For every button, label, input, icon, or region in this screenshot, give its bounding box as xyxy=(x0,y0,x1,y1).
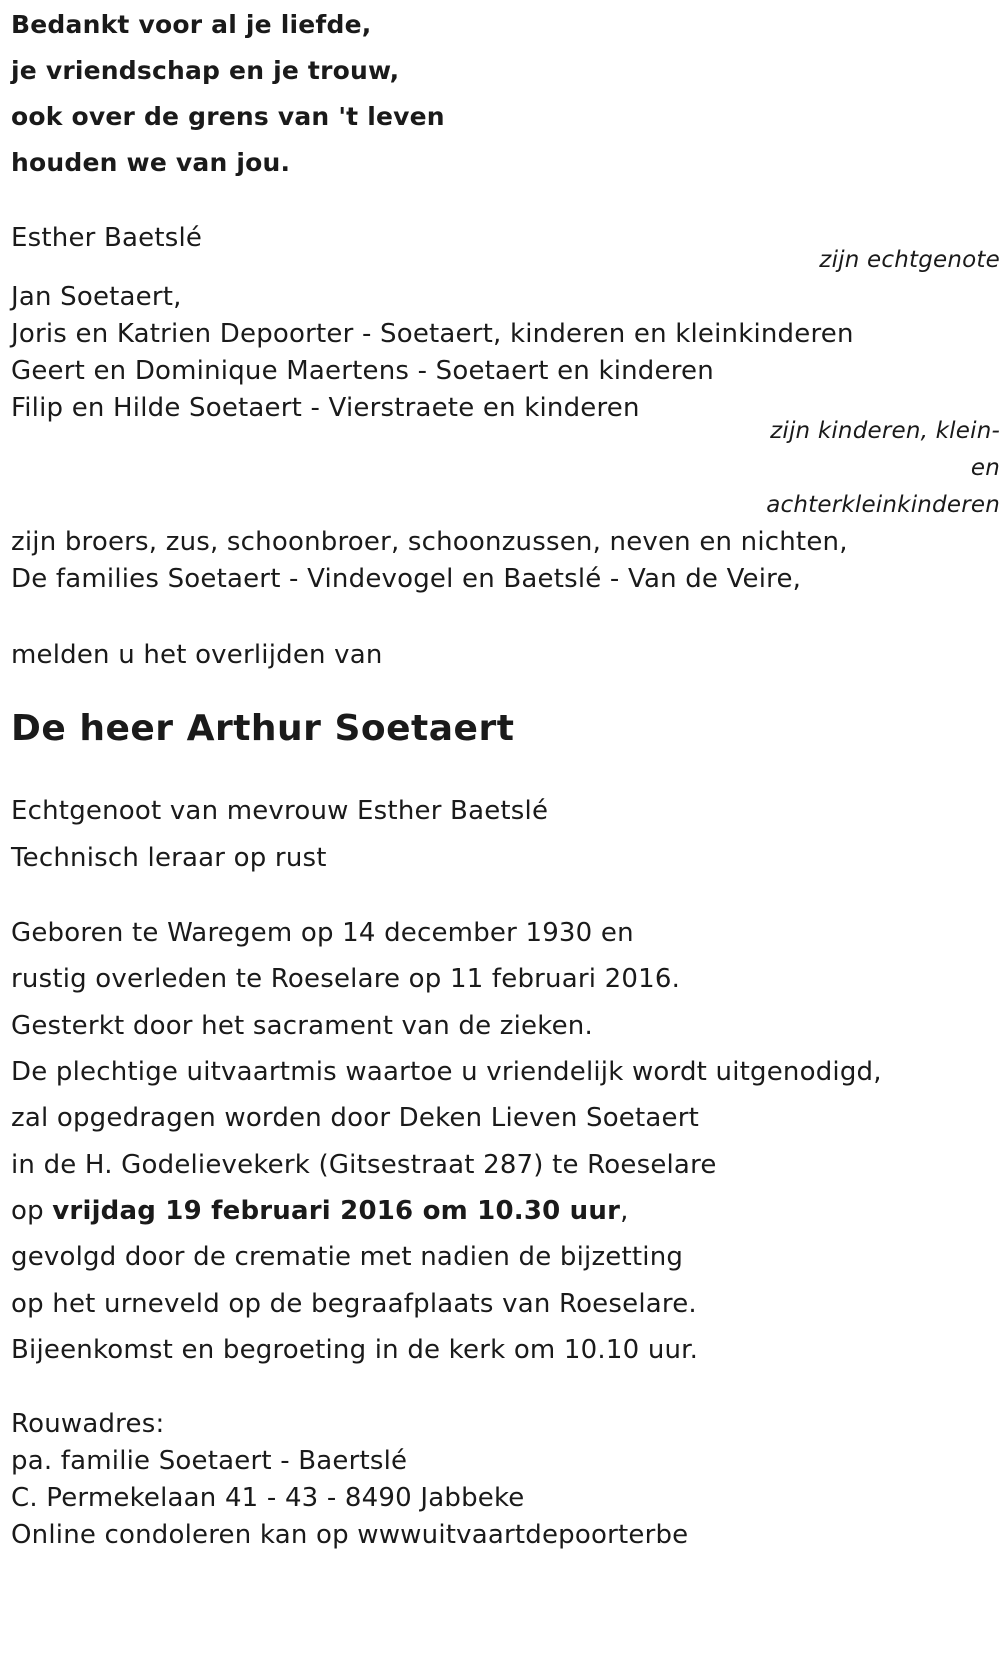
address-line: Rouwadres: xyxy=(11,1409,165,1439)
detail-line: Bijeenkomst en begroeting in de kerk om 10.10 uur. xyxy=(11,1335,699,1365)
condolence-link[interactable]: Online condoleren kan op wwwuitvaartdepoorterbe xyxy=(11,1520,689,1550)
spouse-relation: zijn echtgenote xyxy=(819,247,1000,273)
family-line: De families Soetaert - Vindevogel en Baetslé - Van de Veire, xyxy=(11,564,802,594)
detail-line: Gesterkt door het sacrament van de zieken. xyxy=(11,1011,593,1041)
child-line: Geert en Dominique Maertens - Soetaert en kinderen xyxy=(11,356,714,386)
date-suffix: , xyxy=(620,1196,629,1226)
funeral-date: vrijdag 19 februari 2016 om 10.30 uur xyxy=(52,1196,621,1226)
detail-line: De plechtige uitvaartmis waartoe u vriendelijk wordt uitgenodigd, xyxy=(11,1057,882,1087)
children-relation-line: achterkleinkinderen xyxy=(766,492,1000,518)
children-relation-line: zijn kinderen, klein- xyxy=(770,418,1000,444)
address-line: pa. familie Soetaert - Baertslé xyxy=(11,1446,408,1476)
detail-line: Geboren te Waregem op 14 december 1930 en xyxy=(11,918,634,948)
child-line: Filip en Hilde Soetaert - Vierstraete en kinderen xyxy=(11,393,640,423)
detail-line: op het urneveld op de begraafplaats van Roeselare. xyxy=(11,1289,697,1319)
detail-line: rustig overleden te Roeselare op 11 februari 2016. xyxy=(11,964,681,994)
detail-line: zal opgedragen worden door Deken Lieven Soetaert xyxy=(11,1103,699,1133)
poem-line: Bedankt voor al je liefde, xyxy=(11,10,372,39)
children-relation-line: en xyxy=(970,455,1000,481)
child-line: Jan Soetaert, xyxy=(11,282,182,312)
address-line: C. Permekelaan 41 - 43 - 8490 Jabbeke xyxy=(11,1483,525,1513)
detail-line: gevolgd door de crematie met nadien de bijzetting xyxy=(11,1242,684,1272)
deceased-title: Echtgenoot van mevrouw Esther Baetslé xyxy=(11,796,549,826)
child-line: Joris en Katrien Depoorter - Soetaert, kinderen en kleinkinderen xyxy=(11,319,854,349)
poem-line: houden we van jou. xyxy=(11,148,291,177)
family-line: zijn broers, zus, schoonbroer, schoonzussen, neven en nichten, xyxy=(11,527,848,557)
deceased-title: Technisch leraar op rust xyxy=(11,843,327,873)
detail-line: in de H. Godelievekerk (Gitsestraat 287) te Roeselare xyxy=(11,1150,717,1180)
poem-line: je vriendschap en je trouw, xyxy=(11,56,400,85)
deceased-name: De heer Arthur Soetaert xyxy=(11,708,515,749)
poem-line: ook over de grens van 't leven xyxy=(11,102,445,131)
announcement: melden u het overlijden van xyxy=(11,640,383,670)
spouse-name: Esther Baetslé xyxy=(11,223,203,253)
funeral-date-line xyxy=(11,1196,629,1226)
date-prefix: op xyxy=(11,1196,53,1226)
